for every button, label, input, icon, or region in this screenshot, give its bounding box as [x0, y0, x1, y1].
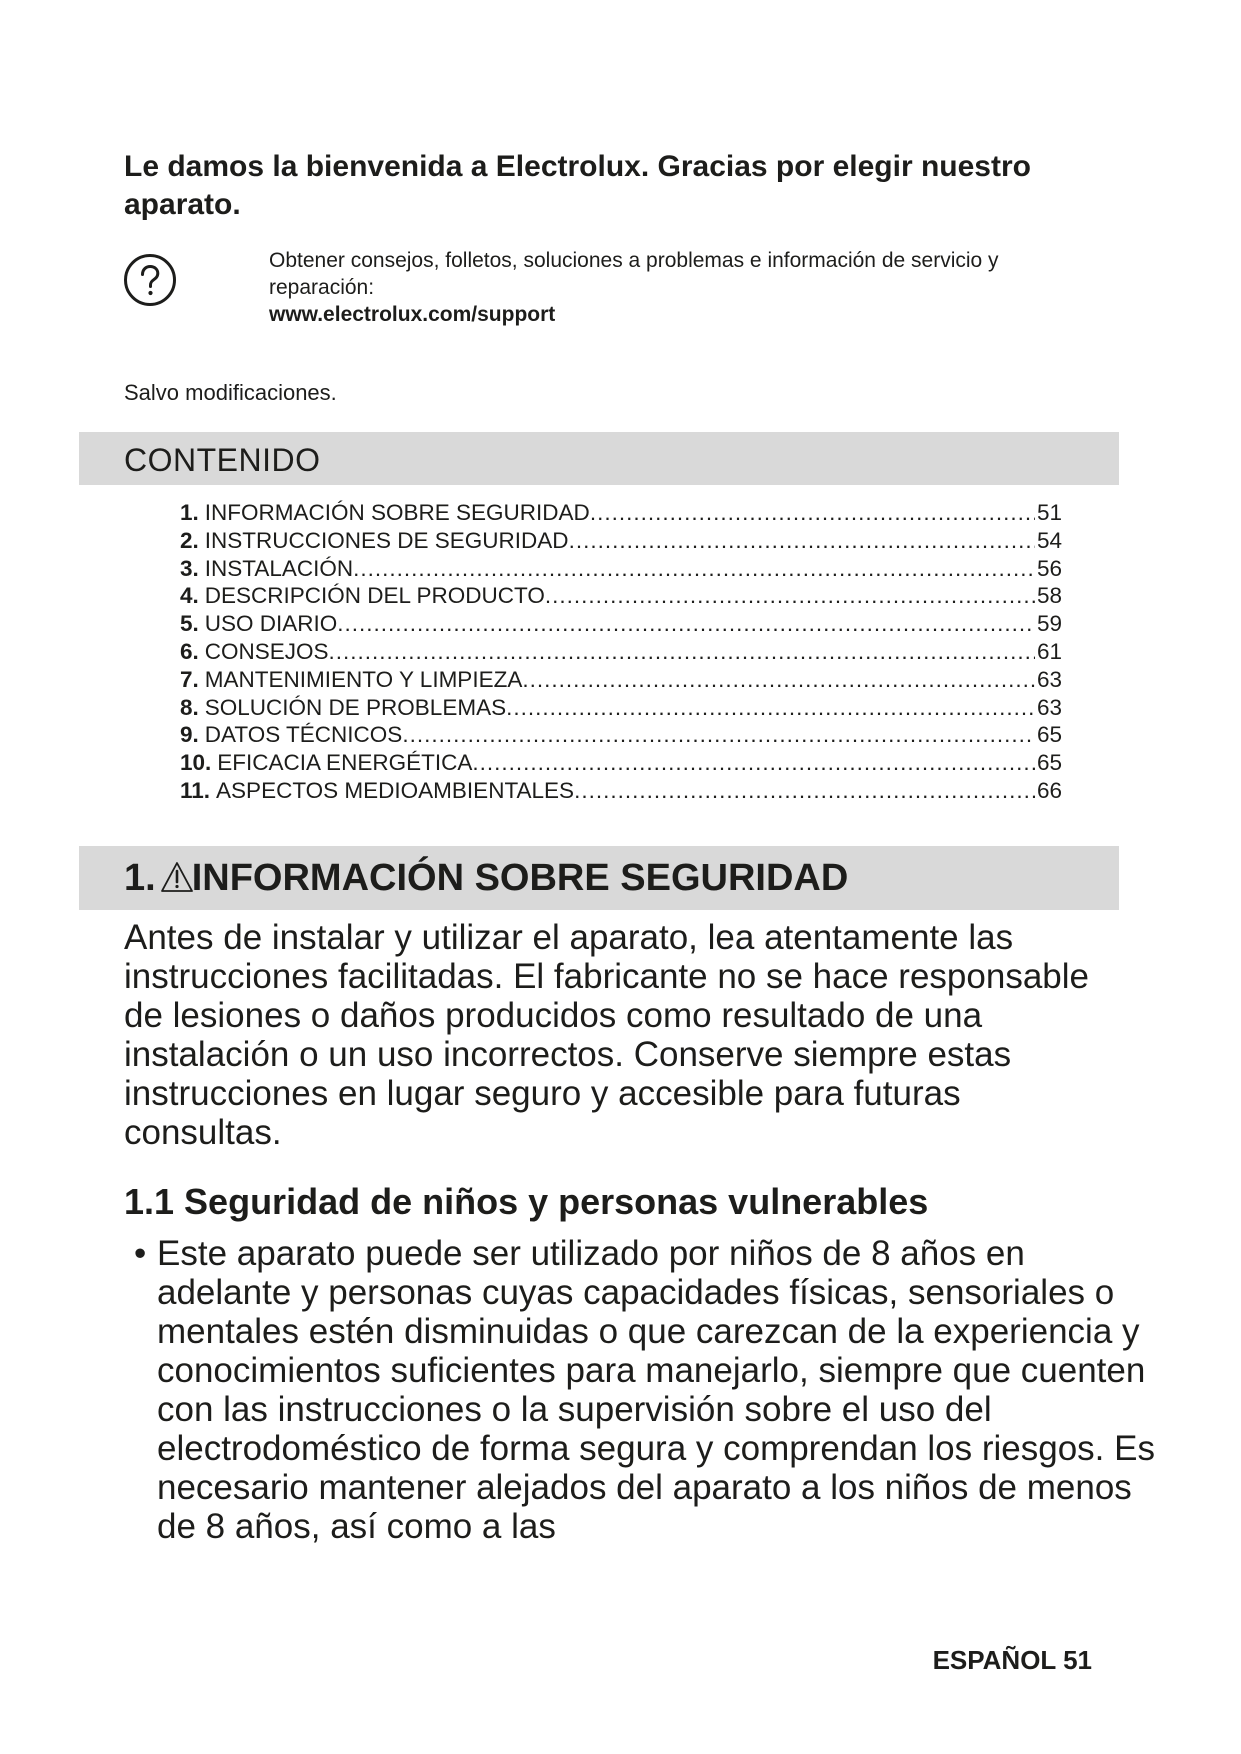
toc-item-page: 66	[1036, 777, 1062, 803]
warning-triangle-icon	[160, 858, 194, 890]
toc-leader	[574, 777, 1035, 805]
toc-item-label: ASPECTOS MEDIOAMBIENTALES	[216, 777, 575, 803]
toc-item-label: EFICACIA ENERGÉTICA	[217, 750, 473, 776]
toc-leader	[337, 610, 1035, 638]
toc-item-number: 1.	[180, 500, 199, 525]
toc-item[interactable]	[180, 777, 1062, 805]
toc-item-label: USO DIARIO	[204, 611, 338, 637]
toc-item-page: 61	[1036, 638, 1062, 664]
support-text: Obtener consejos, folletos, soluciones a problemas e información de servicio y reparación:	[269, 249, 999, 299]
toc-leader	[353, 555, 1035, 583]
toc-leader	[506, 694, 1035, 722]
toc-item-label: INSTRUCCIONES DE SEGURIDAD	[204, 527, 569, 553]
toc-item-label: INFORMACIÓN SOBRE SEGURIDAD	[204, 500, 590, 525]
toc-item-page: 58	[1036, 583, 1062, 609]
toc-item-page: 65	[1036, 750, 1062, 776]
bullet-item	[124, 1234, 1157, 1546]
toc-item-page: 63	[1036, 694, 1062, 720]
toc-item-page: 54	[1036, 527, 1062, 553]
toc-item[interactable]	[180, 721, 1062, 749]
toc-item-number: 3.	[180, 555, 199, 581]
toc-item-page: 51	[1036, 500, 1062, 525]
subsection-title: 1.1 Seguridad de niños y personas vulnerables	[124, 1181, 929, 1222]
toc-item-number: 6.	[180, 638, 199, 664]
page-footer: ESPAÑOL 51	[932, 1645, 1092, 1675]
toc-item-number: 7.	[180, 666, 199, 692]
toc-item-page: 65	[1036, 722, 1062, 748]
toc-item[interactable]	[180, 694, 1062, 722]
toc-item[interactable]	[180, 582, 1062, 610]
toc-leader	[472, 749, 1035, 777]
toc-leader	[545, 582, 1035, 610]
toc-item-label: MANTENIMIENTO Y LIMPIEZA	[204, 666, 523, 692]
support-link[interactable]: www.electrolux.com/support	[269, 303, 556, 326]
toc-leader	[522, 666, 1035, 694]
toc-item[interactable]	[180, 749, 1062, 777]
bullet-marker: •	[134, 1234, 147, 1273]
toc-item[interactable]	[180, 499, 1062, 527]
toc-item[interactable]	[180, 610, 1062, 638]
disclaimer: Salvo modificaciones.	[124, 380, 337, 405]
toc-item-number: 10.	[180, 750, 212, 776]
toc-list	[180, 499, 1062, 805]
support-info	[269, 247, 1089, 328]
toc-item-label: DESCRIPCIÓN DEL PRODUCTO	[204, 583, 545, 609]
toc-leader	[402, 721, 1035, 749]
welcome-heading: Le damos la bienvenida a Electrolux. Gracias por elegir nuestro aparato.	[124, 150, 1031, 221]
toc-item[interactable]	[180, 555, 1062, 583]
toc-item-number: 9.	[180, 722, 199, 748]
toc-item[interactable]	[180, 527, 1062, 555]
toc-item-number: 2.	[180, 527, 199, 553]
toc-item-label: DATOS TÉCNICOS	[204, 722, 403, 748]
toc-item-number: 4.	[180, 583, 199, 609]
toc-item-page: 63	[1036, 666, 1062, 692]
toc-item-number: 5.	[180, 611, 199, 637]
toc-item-number: 11.	[180, 777, 211, 803]
section-title	[124, 855, 848, 901]
section-intro: Antes de instalar y utilizar el aparato, lea atentamente las instrucciones facilitadas. El fabricante no se hace responsable de lesiones o daños producidos como resultado de una instalación o un uso incorrectos. Conserve siempre estas instrucciones en lugar seguro y accesible para futuras consultas.	[124, 918, 1089, 1152]
toc-title: CONTENIDO	[124, 442, 321, 478]
toc-leader	[329, 638, 1035, 666]
toc-item-page: 56	[1036, 555, 1062, 581]
toc-item[interactable]	[180, 638, 1062, 666]
bullet-text: Este aparato puede ser utilizado por niños de 8 años en adelante y personas cuyas capacidades físicas, sensoriales o mentales estén disminuidas o que carezcan de la experiencia y conocimientos suficientes para manejarlo, siempre que cuenten con las instrucciones o la supervisión sobre el uso del electrodoméstico de forma segura y comprendan los riesgos. Es necesario mantener alejados del aparato a los niños de menos de 8 años, así como a las	[157, 1234, 1155, 1546]
toc-item-label: SOLUCIÓN DE PROBLEMAS	[204, 694, 507, 720]
toc-item-label: CONSEJOS	[204, 638, 329, 664]
toc-item-label: INSTALACIÓN	[204, 555, 354, 581]
section-title-text: INFORMACIÓN SOBRE SEGURIDAD	[191, 857, 849, 899]
toc-item[interactable]	[180, 666, 1062, 694]
toc-leader	[569, 527, 1035, 555]
toc-item-page: 59	[1036, 611, 1062, 637]
section-number: 1.	[124, 857, 156, 899]
toc-leader	[590, 499, 1035, 527]
question-circle-icon	[123, 253, 177, 307]
toc-item-number: 8.	[180, 694, 199, 720]
